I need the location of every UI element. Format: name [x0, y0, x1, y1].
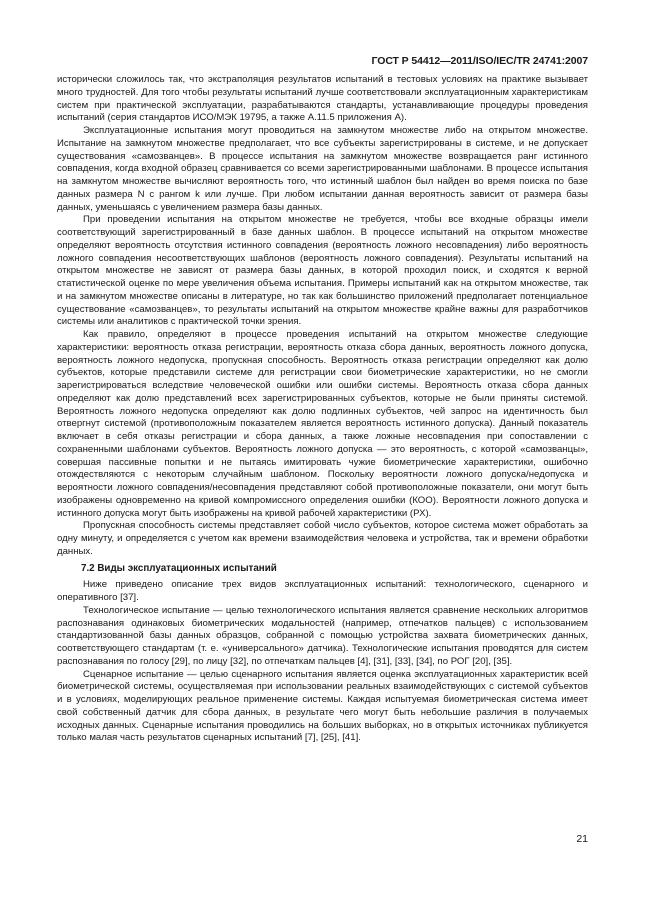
paragraph: исторически сложилось так, что экстраполяция результатов испытаний в тестовых условиях на практике вызывает много трудностей. Для того чтобы результаты испытаний лучше соответствовали эксплуатационным характеристикам систем при практической эксплуатации, разрабатываются стандарты, устанавливающие процедуры проведения испытаний (серия стандартов ИСО/МЭК 19795, а также А.11.5 приложения А).	[57, 74, 588, 124]
paragraph: Ниже приведено описание трех видов эксплуатационных испытаний: технологического, сценарного и оперативного [37].	[57, 579, 588, 603]
section-title: 7.2 Виды эксплуатационных испытаний	[81, 562, 277, 574]
paragraph: Пропускная способность системы представляет собой число субъектов, которое система может обработать за одну минуту, и определяется с учетом как времени взаимодействия человека и устройства, так и времени обработки данных.	[57, 520, 588, 557]
page-number: 21	[576, 833, 588, 845]
paragraph: Как правило, определяют в процессе проведения испытаний на открытом множестве следующие характеристики: вероятность отказа регистрации, вероятность отказа сбора данных, вероятность ложного допуска, вероятность ложного недопуска, пропускная способность. Вероятность отказа регистрации определяют как долю субъектов, которые представили системе для регистрации свои биометрические характеристики, но не смогли зарегистрироваться вследствие человеческой ошибки или ошибки системы. Вероятность отказа сбора данных определяют как долю представлений всех зарегистрированных субъектов, которые не были приняты системой. Вероятность ложного недопуска определяют как долю подлинных субъектов, чей запрос на идентичность был отвергнут системой (противоположным показателем является вероятность истинного допуска). Данный показатель включает в себя отказы регистрации и сбора данных, а также ложные несовпадения при сопоставлении с сохраненными шаблонами субъектов. Вероятность ложного допуска — это вероятность, с которой «самозванцы», совершая пассивные попытки и не пытаясь имитировать чужие биометрические характеристики, ошибочно отождествляются с некоторым случайным шаблоном. Поскольку вероятности ложного допуска/недопуска и вероятности ложного совпадения/несовпадения представляют собой противоположные показатели, они могут быть изображены одновременно на кривой компромиссного определения ошибки (КОО). Вероятности ложного допуска и истинного допуска могут быть изображены на кривой рабочей характеристики (РХ).	[57, 329, 588, 519]
paragraph: При проведении испытания на открытом множестве не требуется, чтобы все входные образцы имели соответствующий зарегистрированный в базе данных шаблон. В процессе испытаний на открытом множестве определяют вероятность отсутствия истинного совпадения (вероятность ложного несовпадения) либо вероятность ложного совпадения несоответствующих шаблонов (вероятность ложного совпадения). Результаты испытаний на открытом множестве не зависят от размера базы данных, в которой проходил поиск, и сходятся к верной статистической оценке по мере увеличения объема испытания. Примеры испытаний как на открытом множестве, так и на замкнутом множестве описаны в литературе, но так как большинство приложений предполагает потенциальное существование «самозванцев», то результаты испытаний на открытом множестве крайне важны для разработчиков системы или аналитиков с практической точки зрения.	[57, 214, 588, 328]
page-header: ГОСТ Р 54412—2011/ISO/IEC/TR 24741:2007	[371, 55, 588, 67]
page-body	[57, 74, 588, 745]
paragraph: Технологическое испытание — целью технологического испытания является сравнение нескольких алгоритмов распознавания одинаковых биометрических модальностей (например, отпечатков пальцев) с использованием стандартизованной базы данных образцов, собранной с помощью устройства захвата биометрических данных, соответствующего стандартам (т. е. «универсального» датчика). Технологические испытания проводятся для систем распознавания по голосу [29], по лицу [32], по отпечаткам пальцев [4], [31], [33], [34], по РОГ [20], [35].	[57, 604, 588, 667]
paragraph: Сценарное испытание — целью сценарного испытания является оценка эксплуатационных характеристик всей биометрической системы, осуществляемая при использовании реальных взаимодействующих с системой субъектов и в условиях, моделирующих реальное применение системы. Каждая испытуемая биометрическая система имеет свой собственный датчик для сбора данных, в результате чего могут быть небольшие различия в получаемых исходных данных. Сценарные испытания проводились на больших выборках, но в открытых источниках публикуется только малая часть результатов сценарных испытаний [7], [25], [41].	[57, 668, 588, 744]
paragraph: Эксплуатационные испытания могут проводиться на замкнутом множестве либо на открытом множестве. Испытание на замкнутом множестве предполагает, что все субъекты зарегистрированы в системе, и не допускает существования «самозванцев». В процессе испытания на замкнутом множестве возвращается ранг истинного совпадения, когда входной образец сравнивается со всеми зарегистрированными шаблонами. В процессе испытания на замкнутом множестве вычисляют вероятность того, что истинный шаблон был найден во время поиска по базе данных размера N с рангом k или лучше. При любом испытании данная вероятность зависит от размера базы данных, уменьшаясь с увеличением размера базы данных.	[57, 125, 588, 213]
